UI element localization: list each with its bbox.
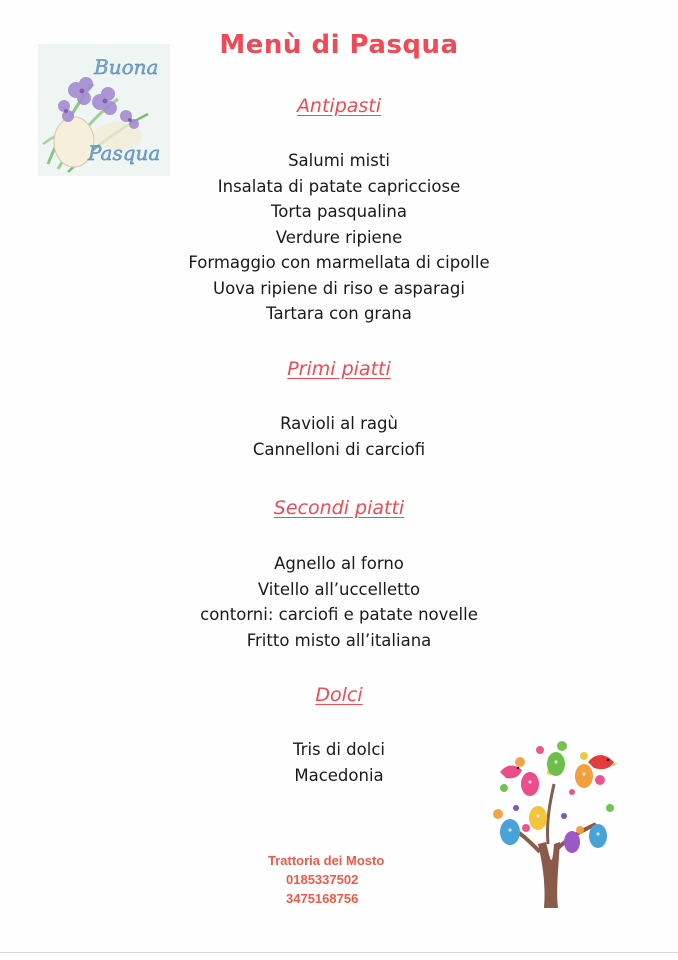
menu-item: Uova ripiene di riso e asparagi [213, 278, 465, 298]
page-edge-divider [0, 952, 678, 953]
menu-item: Torta pasqualina [271, 202, 407, 221]
menu-item: Tartara con grana [266, 304, 412, 323]
menu-item: Ravioli al ragù [280, 414, 398, 433]
easter-egg-tree-icon [480, 732, 630, 910]
menu-item: Insalata di patate capricciose [217, 176, 461, 196]
section-heading-dolci: Dolci [315, 684, 363, 706]
menu-item: Formaggio con marmellata di cipolle [188, 253, 490, 272]
antipasti-list [0, 148, 678, 327]
section-heading-antipasti: Antipasti [296, 95, 382, 117]
menu-item: Cannelloni di carciofi [252, 439, 426, 459]
phone-number-2: 3475168756 [286, 891, 359, 906]
menu-item: Tris di dolci [293, 740, 385, 759]
primi-list [0, 411, 678, 462]
buona-text: Buona [94, 55, 159, 79]
section-heading-primi: Primi piatti [287, 358, 391, 380]
secondi-list [0, 551, 678, 653]
pasqua-text: Pasqua [88, 141, 161, 165]
restaurant-contact [268, 851, 384, 908]
menu-item: Agnello al forno [274, 554, 404, 573]
menu-item: contorni: carciofi e patate novelle [200, 605, 478, 624]
menu-item: Macedonia [294, 765, 384, 785]
menu-item: Salumi misti [288, 151, 390, 170]
page-title: Menù di Pasqua [219, 30, 459, 60]
menu-item: Vitello all’uccelletto [257, 579, 421, 599]
menu-item: Verdure ripiene [275, 227, 403, 247]
section-heading-secondi: Secondi piatti [273, 497, 405, 519]
menu-item: Fritto misto all’italiana [246, 630, 432, 650]
restaurant-name: Trattoria dei Mosto [268, 853, 385, 868]
phone-number-1: 0185337502 [286, 872, 359, 887]
